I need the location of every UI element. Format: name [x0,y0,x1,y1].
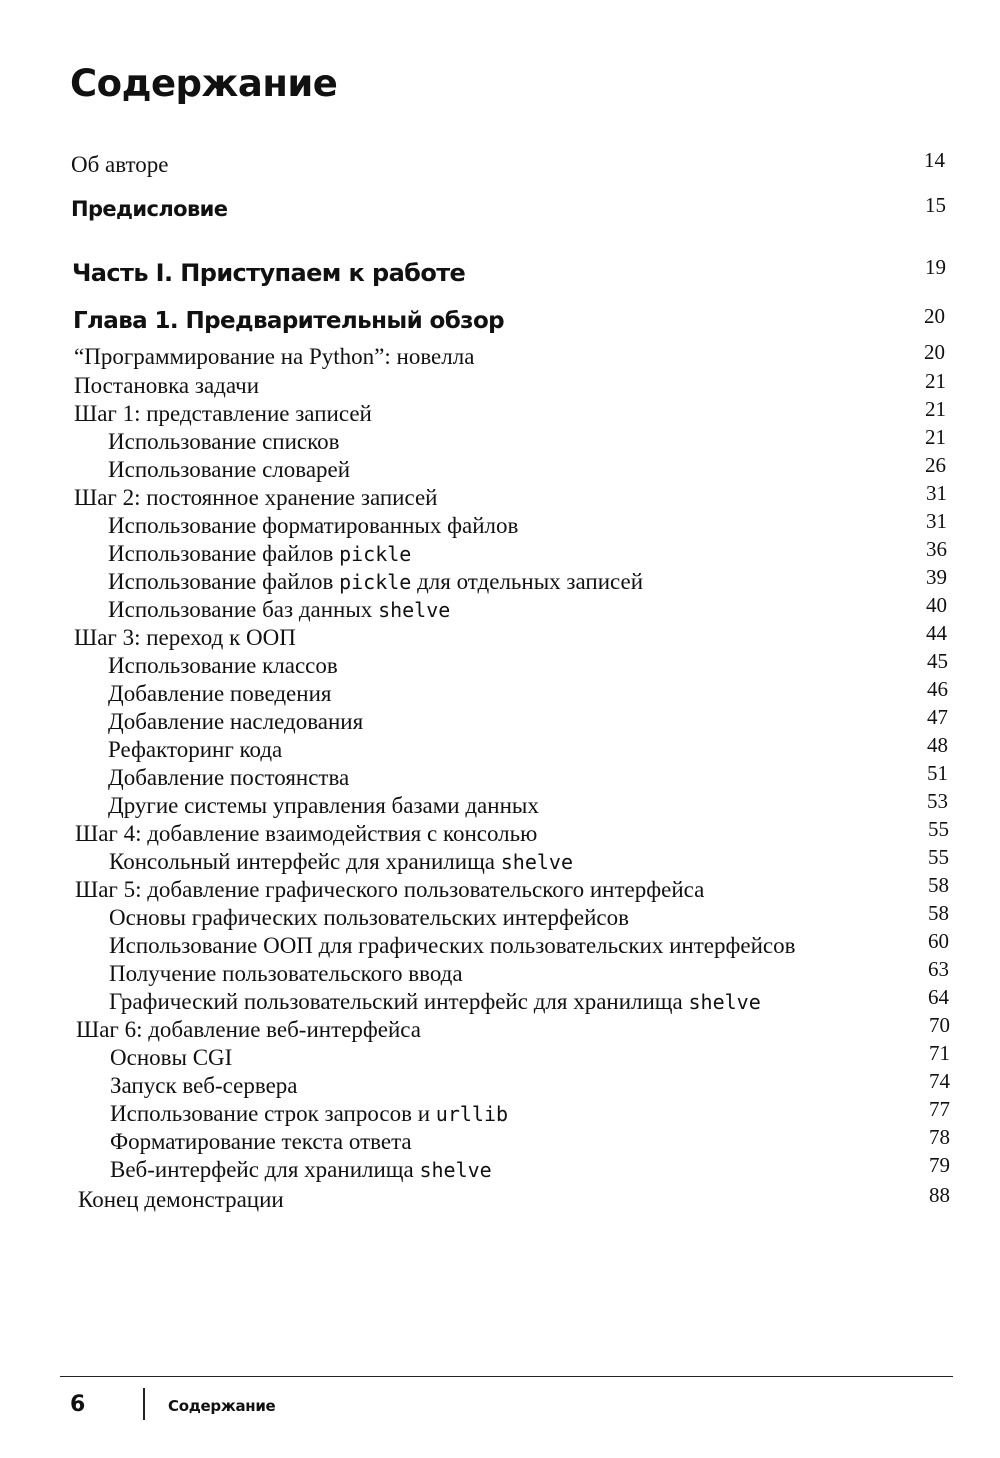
toc-entry-title: Предисловие [71,197,228,221]
toc-entry-title: Постановка задачи [74,373,260,398]
toc-entry-title: Основы CGI [110,1045,233,1070]
toc-entry [0,509,1000,543]
toc-entry-page: 71 [929,1041,950,1065]
toc-entry [0,1097,1000,1131]
code-term: pickle [339,542,412,566]
toc-entry [0,453,1000,487]
toc-entry-page: 20 [924,340,945,364]
toc-entry-title: Шаг 2: постоянное хранение записей [74,485,438,510]
toc-entry-page: 36 [926,537,947,561]
toc-entry-title: Добавление наследования [108,709,364,734]
toc-entry [0,733,1000,767]
toc-entry-title: Шаг 1: представление записей [74,401,372,426]
toc-entry [0,789,1000,823]
toc-entry-title: Получение пользовательского ввода [109,961,463,986]
toc-entry-page: 55 [928,845,949,869]
toc-entry-page: 21 [925,369,946,393]
toc-entry-page: 19 [925,255,946,279]
toc-entry-page: 21 [925,397,946,421]
toc-entry-title: Использование ООП для графических пользовательских интерфейсов [109,933,796,958]
toc-entry-page: 46 [927,677,948,701]
toc-entry-page: 88 [929,1183,950,1207]
toc-entry [0,537,1000,571]
toc-entry-title: Шаг 3: переход к ООП [74,625,296,650]
toc-entry-title: Использование строк запросов и urllib [110,1101,509,1126]
toc-entry-page: 40 [926,593,947,617]
toc-entry-page: 53 [927,789,948,813]
toc-entry-page: 44 [926,621,947,645]
toc-entry [0,901,1000,935]
code-term: pickle [339,570,412,594]
code-term: shelve [500,850,573,874]
toc-entry [0,929,1000,963]
toc-entry-title: Использование баз данных shelve [108,597,451,622]
toc-entry-title: Шаг 5: добавление графического пользовательского интерфейса [75,877,705,902]
toc-entry [0,425,1000,459]
toc-entry-page: 20 [924,304,945,328]
footer-separator [143,1388,145,1420]
toc-entry-page: 77 [929,1097,950,1121]
toc-entry [0,397,1000,431]
toc-entry-title: Другие системы управления базами данных [108,793,539,818]
toc-entry [0,1041,1000,1075]
toc-entry-page: 74 [929,1069,950,1093]
toc-entry-title: Использование файлов pickle для отдельных записей [108,569,644,594]
toc-entry-page: 70 [929,1013,950,1037]
toc-entry-title: Запуск веб-сервера [110,1073,298,1098]
toc-entry [0,1153,1000,1187]
toc-entry-title: Рефакторинг кода [108,737,283,762]
toc-entry [0,369,1000,403]
code-term: shelve [419,1158,492,1182]
toc-entry-page: 58 [928,901,949,925]
toc-entry-page: 15 [925,193,946,217]
toc-entry-page: 26 [925,453,946,477]
toc-entry-page: 58 [928,873,949,897]
toc-entry-page: 51 [927,761,948,785]
toc-entry-page: 55 [928,817,949,841]
code-term: shelve [688,990,761,1014]
toc-entry-title: Графический пользовательский интерфейс для хранилища shelve [109,989,761,1014]
toc-entry-title: Шаг 4: добавление взаимодействия с консолью [75,821,538,846]
toc-entry-title: “Программирование на Python”: новелла [74,344,475,369]
toc-entry [0,1069,1000,1103]
toc-entry-title: Использование классов [108,653,338,678]
toc-entry [0,817,1000,851]
toc-chapter-heading [0,304,1000,338]
toc-entry [0,621,1000,655]
toc-entry [0,565,1000,599]
toc-entry-page: 39 [926,565,947,589]
toc-entry-page: 47 [927,705,948,729]
toc-entry-title: Добавление поведения [108,681,332,706]
toc-entry [0,677,1000,711]
toc-entry [0,481,1000,515]
toc-entry [0,649,1000,683]
toc-entry-title: Использование форматированных файлов [108,513,519,538]
toc-entry-title: Использование файлов pickle [108,541,412,566]
toc-entry-title: Шаг 6: добавление веб-интерфейса [76,1017,421,1042]
toc-entry-title: Часть I. Приступаем к работе [72,259,466,287]
toc-entry-title: Конец демонстрации [78,1187,284,1212]
toc-entry-page: 31 [926,509,947,533]
toc-entry [0,593,1000,627]
toc-entry-title: Основы графических пользовательских интерфейсов [109,905,629,930]
toc-entry [0,985,1000,1019]
toc-entry-title: Добавление постоянства [108,765,350,790]
code-term: shelve [378,598,451,622]
code-term: urllib [435,1102,509,1126]
toc-entry-page: 21 [925,425,946,449]
page-title: Содержание [70,62,338,105]
toc-entry [0,148,1000,182]
footer-divider [60,1376,953,1377]
toc-entry-title: Использование словарей [108,457,351,482]
toc-part-heading [0,255,1000,289]
toc-entry [0,873,1000,907]
toc-entry [0,1125,1000,1159]
toc-entry-title: Форматирование текста ответа [110,1129,412,1154]
toc-entry-page: 78 [929,1125,950,1149]
toc-entry-title: Веб-интерфейс для хранилища shelve [110,1157,492,1182]
toc-entry-page: 64 [928,985,949,1009]
toc-entry-page: 60 [928,929,949,953]
toc-entry [0,340,1000,374]
toc-entry [0,705,1000,739]
footer-section-label: Содержание [168,1397,276,1415]
toc-entry-page: 31 [926,481,947,505]
toc-entry [0,761,1000,795]
toc-entry [0,845,1000,879]
toc-entry-title: Консольный интерфейс для хранилища shelve [109,849,573,874]
toc-entry [0,193,1000,227]
toc-entry-page: 14 [924,148,945,172]
toc-entry-page: 48 [927,733,948,757]
toc-entry [0,957,1000,991]
toc-entry [0,1183,1000,1217]
toc-entry [0,1013,1000,1047]
toc-entry-page: 63 [928,957,949,981]
toc-entry-page: 79 [929,1153,950,1177]
toc-entry-page: 45 [927,649,948,673]
footer-page-number: 6 [70,1392,86,1417]
toc-entry-title: Использование списков [108,429,340,454]
toc-entry-title: Об авторе [71,152,169,177]
toc-entry-title: Глава 1. Предварительный обзор [73,308,505,334]
